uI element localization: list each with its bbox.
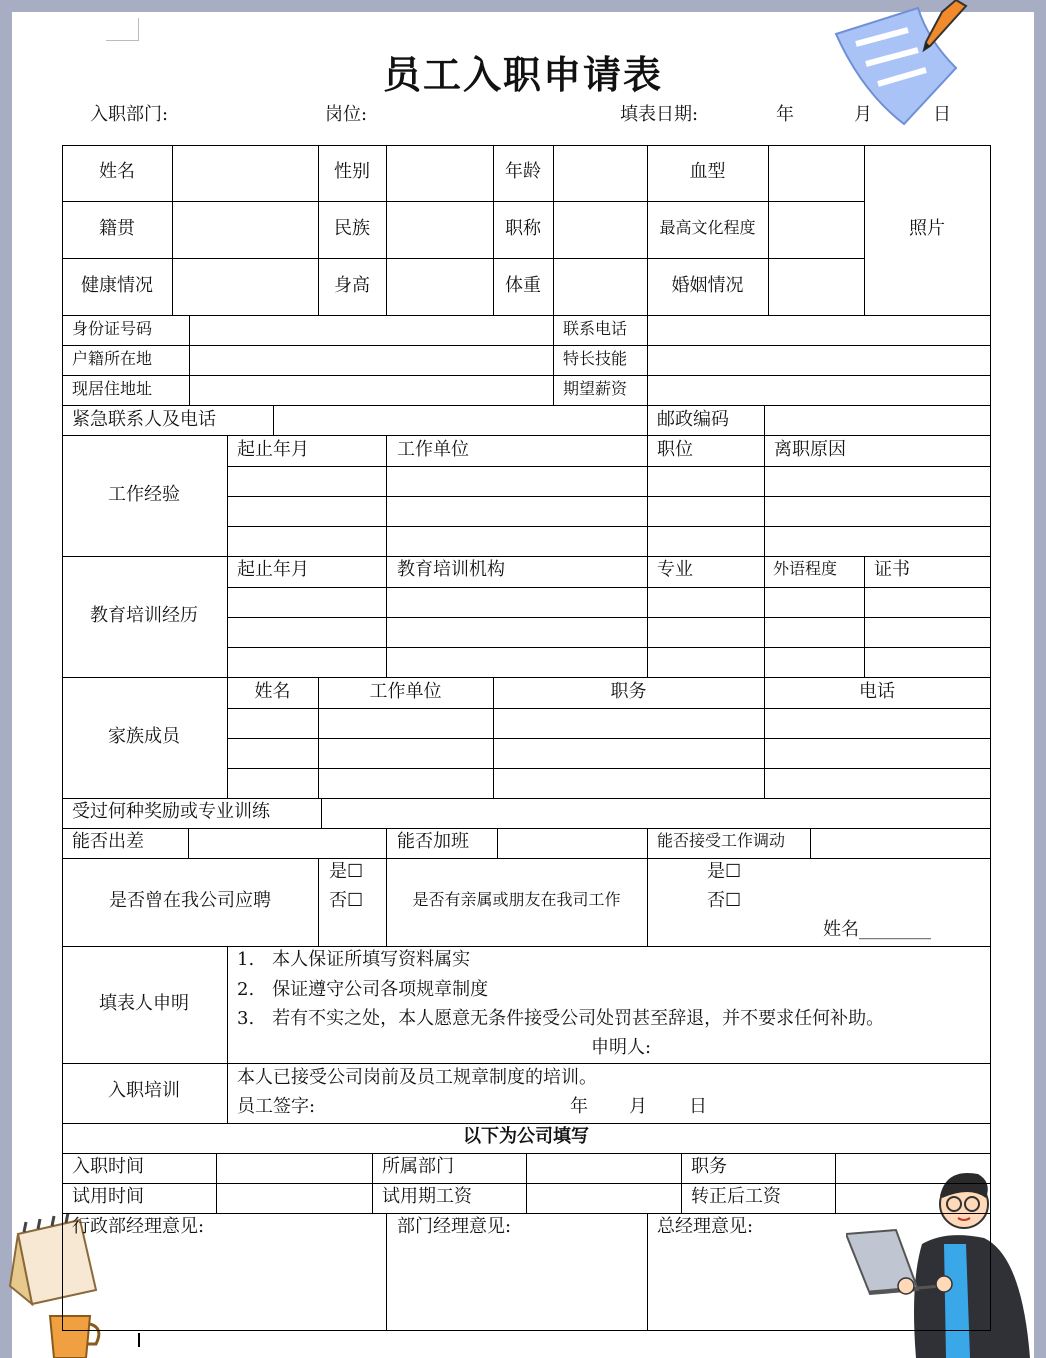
family-col-company: 工作单位 [369, 681, 442, 702]
label-hukou: 户籍所在地 [72, 349, 153, 368]
relatives-name-field[interactable]: 姓名________ [823, 919, 931, 940]
label-phone: 联系电话 [563, 319, 628, 338]
grid-line-h [62, 375, 991, 376]
grid-line-h [62, 435, 991, 436]
declaration-item-3: 3. 若有不实之处，本人愿意无条件接受公司处罚甚至辞退，并不要求任何补助。 [237, 1008, 885, 1029]
grid-line-h [62, 315, 991, 316]
grid-line-h [62, 145, 991, 146]
grid-line-h [62, 1063, 991, 1064]
grid-line-h [62, 798, 991, 799]
date-year: 年 [776, 104, 794, 125]
label-trial-pay: 试用期工资 [382, 1186, 472, 1207]
label-relatives: 是否有亲属或朋友在我司工作 [412, 890, 621, 909]
grid-line-v [764, 435, 765, 557]
grid-line-v [188, 828, 189, 859]
work-col-reason: 离职原因 [774, 439, 846, 460]
label-photo: 照片 [909, 218, 945, 239]
grid-line-h [227, 587, 991, 588]
label-dept-opinion: 部门经理意见: [397, 1216, 512, 1237]
label-age: 年龄 [505, 161, 541, 182]
label-declaration: 填表人申明 [99, 993, 189, 1014]
man-with-laptop-illustration [846, 1164, 1042, 1358]
grid-line-h [227, 496, 991, 497]
training-day: 日 [689, 1096, 707, 1117]
label-gender: 性别 [334, 161, 370, 182]
grid-line-v [386, 1213, 387, 1331]
work-col-company: 工作单位 [397, 439, 469, 460]
label-native: 籍贯 [99, 218, 135, 239]
grid-line-h [62, 556, 991, 557]
family-col-name: 姓名 [254, 681, 291, 702]
grid-line-v [681, 1153, 682, 1214]
family-col-duty: 职务 [610, 681, 647, 702]
grid-line-v [497, 828, 498, 859]
date-month: 月 [854, 104, 872, 125]
grid-line-h [62, 345, 991, 346]
label-address: 现居住地址 [72, 379, 153, 398]
grid-line-h [227, 647, 991, 648]
label-training: 入职培训 [108, 1080, 180, 1101]
family-col-phone: 电话 [859, 681, 895, 702]
label-transfer: 能否接受工作调动 [657, 831, 786, 850]
label-regular-pay: 转正后工资 [691, 1186, 781, 1207]
edu-col-period: 起止年月 [237, 559, 309, 580]
company-section-header: 以下为公司填写 [463, 1126, 589, 1147]
label-weight: 体重 [505, 275, 541, 296]
grid-line-h [62, 1123, 991, 1124]
edu-col-certificate: 证书 [874, 559, 910, 580]
grid-line-h [62, 828, 991, 829]
grid-line-v [768, 145, 769, 316]
grid-line-h [62, 258, 865, 259]
work-col-position: 职位 [657, 439, 693, 460]
grid-line-v [372, 1153, 373, 1214]
grid-line-v [647, 1213, 648, 1331]
grid-line-v [273, 405, 274, 436]
grid-line-v [318, 858, 319, 947]
label-ethnic: 民族 [334, 218, 370, 239]
grid-line-v [526, 1153, 527, 1214]
grid-line-h [62, 858, 991, 859]
grid-line-v [172, 145, 173, 316]
position-label: 岗位: [325, 104, 368, 125]
label-applied-before: 是否曾在我公司应聘 [109, 890, 271, 911]
grid-line-h [227, 768, 991, 769]
label-education: 最高文化程度 [659, 218, 756, 237]
training-year: 年 [570, 1096, 588, 1117]
grid-line-v [864, 556, 865, 678]
text-cursor [138, 1333, 140, 1347]
grid-line-v [227, 946, 228, 1124]
edu-col-language: 外语程度 [773, 559, 838, 578]
label-emergency: 紧急联系人及电话 [72, 409, 216, 430]
grid-line-v [553, 315, 554, 406]
label-gm-opinion: 总经理意见: [657, 1216, 754, 1237]
grid-line-v [647, 405, 648, 436]
label-awards: 受过何种奖励或专业训练 [72, 801, 270, 822]
label-skill: 特长技能 [563, 349, 628, 368]
label-id-number: 身份证号码 [72, 319, 153, 338]
date-day: 日 [933, 104, 951, 125]
label-travel: 能否出差 [72, 831, 144, 852]
grid-line-v [647, 435, 648, 557]
label-salary: 期望薪资 [563, 379, 628, 398]
form-title: 员工入职申请表 [382, 52, 663, 97]
declaration-item-2: 2. 保证遵守公司各项规章制度 [237, 979, 489, 1000]
grid-line-v [835, 1153, 836, 1214]
grid-line-v [810, 828, 811, 859]
grid-line-v [647, 828, 648, 859]
label-job: 职务 [691, 1156, 727, 1177]
label-dept: 所属部门 [382, 1156, 454, 1177]
grid-line-v [386, 828, 387, 859]
section-work: 工作经验 [108, 484, 180, 505]
grid-line-h [227, 708, 991, 709]
label-overtime: 能否加班 [397, 831, 469, 852]
training-month: 月 [629, 1096, 647, 1117]
grid-line-v [227, 556, 228, 678]
label-health: 健康情况 [81, 275, 153, 296]
label-admin-opinion: 行政部经理意见: [72, 1216, 205, 1237]
grid-line-v [227, 435, 228, 557]
grid-line-v [189, 315, 190, 406]
edu-col-major: 专业 [657, 559, 693, 580]
relatives-no-checkbox[interactable]: 否☐ [707, 890, 742, 911]
label-postcode: 邮政编码 [657, 409, 729, 430]
applied-yes-checkbox[interactable]: 是☐ [329, 861, 364, 882]
grid-line-h [227, 466, 991, 467]
section-family: 家族成员 [108, 726, 180, 747]
grid-line-h [62, 405, 991, 406]
grid-line-v [553, 145, 554, 316]
date-label: 填表日期: [620, 104, 699, 125]
applied-no-checkbox[interactable]: 否☐ [329, 890, 364, 911]
label-job-title: 职称 [505, 218, 541, 239]
work-col-period: 起止年月 [237, 439, 309, 460]
grid-line-v [321, 798, 322, 829]
grid-line-v [386, 435, 387, 557]
label-trial-time: 试用时间 [72, 1186, 144, 1207]
grid-line-v [764, 405, 765, 436]
grid-line-h [62, 946, 991, 947]
declaration-signer: 申明人: [591, 1037, 652, 1058]
label-name: 姓名 [99, 161, 135, 182]
label-hire-time: 入职时间 [72, 1156, 144, 1177]
grid-line-v [647, 858, 648, 947]
grid-line-h [62, 201, 865, 202]
grid-line-v [216, 1153, 217, 1214]
training-text: 本人已接受公司岗前及员工规章制度的培训。 [237, 1067, 597, 1088]
grid-line-h [62, 677, 991, 678]
declaration-item-1: 1. 本人保证所填写资料属实 [237, 949, 471, 970]
grid-line-v [386, 556, 387, 678]
section-education: 教育培训经历 [90, 605, 198, 626]
department-label: 入职部门: [90, 104, 169, 125]
grid-line-h [227, 617, 991, 618]
grid-line-h [62, 1330, 991, 1331]
grid-line-v [647, 556, 648, 678]
grid-line-h [227, 738, 991, 739]
grid-line-v [386, 145, 387, 316]
grid-line-h [227, 526, 991, 527]
grid-line-v [647, 315, 648, 406]
relatives-yes-checkbox[interactable]: 是☐ [707, 861, 742, 882]
label-marriage: 婚姻情况 [671, 275, 744, 296]
page-corner-mark [106, 18, 139, 41]
grid-line-v [764, 556, 765, 678]
label-height: 身高 [334, 275, 370, 296]
training-sign: 员工签字: [237, 1096, 316, 1117]
edu-col-institution: 教育培训机构 [397, 559, 505, 580]
label-blood: 血型 [689, 161, 726, 182]
